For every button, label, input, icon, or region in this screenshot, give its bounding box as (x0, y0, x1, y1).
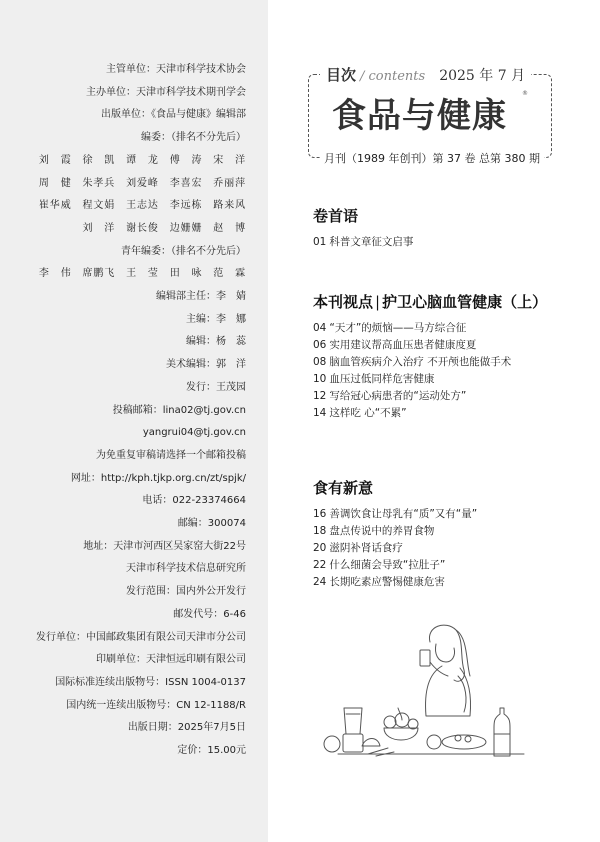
article-title: 这样吃 心“不累” (329, 407, 407, 419)
page-number: 14 (313, 407, 327, 419)
toc-item[interactable] (313, 234, 413, 251)
section-feature (313, 291, 547, 422)
credit-line: 美术编辑：郭 洋 (166, 359, 246, 371)
toc-item[interactable] (313, 540, 477, 557)
article-title: 盘点传说中的养胃食物 (329, 525, 435, 537)
publication-credits (0, 59, 246, 763)
page-number: 01 (313, 236, 327, 248)
page-number: 24 (313, 576, 327, 588)
page-number: 22 (313, 559, 327, 571)
credit-line: 周 健 朱孝兵 刘爱峰 李喜宏 乔丽萍 (38, 177, 246, 189)
article-title: “天才”的烦恼——马方综合征 (329, 322, 467, 334)
article-title: 什么细菌会导致“拉肚子” (329, 559, 446, 571)
page-number: 04 (313, 322, 327, 334)
toc-item[interactable] (313, 320, 547, 337)
issue-date: 2025 年 7 月 (439, 68, 526, 84)
woman-drinking-illustration (318, 622, 528, 782)
credit-line: 为免重复审稿请选择一个邮箱投稿 (96, 449, 246, 461)
section-title: 食有新意 (313, 479, 374, 497)
issue-line: 月刊（1989 年创刊）第 37 卷 总第 380 期 (320, 150, 544, 166)
magazine-logo: 食品与健康 (332, 96, 507, 136)
credit-line: 编委：（排名不分先后） (141, 132, 246, 144)
credit-line: 编辑部主任：李 婧 (156, 291, 246, 303)
section-food (313, 477, 477, 591)
credit-line: 刘 霞 徐 凯 谭 龙 傅 涛 宋 洋 (38, 154, 246, 166)
toc-item[interactable] (313, 388, 547, 405)
credit-line: 国际标准连续出版物号：ISSN 1004-0137 (55, 676, 246, 688)
toc-header (308, 64, 552, 166)
credit-line: 发行范围：国内外公开发行 (126, 586, 246, 598)
credit-line: 出版日期：2025年7月5日 (127, 722, 246, 734)
page-number: 08 (313, 356, 327, 368)
credit-line: 编辑：杨 蕊 (186, 336, 246, 348)
registered-mark: ® (522, 90, 528, 97)
credit-line: 主办单位：天津市科学技术期刊学会 (86, 86, 246, 98)
toc-item[interactable] (313, 354, 547, 371)
credit-line: 青年编委：（排名不分先后） (121, 245, 246, 257)
article-title: 写给冠心病患者的“运动处方” (329, 390, 467, 402)
credit-line: 李 伟 席鹏飞 王 莹 田 咏 范 霖 (38, 268, 246, 280)
item-list (313, 234, 413, 251)
item-list (313, 320, 547, 422)
toc-item[interactable] (313, 371, 547, 388)
toc-item[interactable] (313, 405, 547, 422)
toc-item[interactable] (313, 506, 477, 523)
credit-line: 定价：15.00元 (177, 745, 246, 757)
page-number: 10 (313, 373, 327, 385)
title-separator: | (375, 293, 381, 311)
toc-item[interactable] (313, 337, 547, 354)
toc-subtitle: / contents (360, 69, 426, 84)
toc-item[interactable] (313, 557, 477, 574)
page-number: 16 (313, 508, 327, 520)
section-title: 卷首语 (313, 207, 359, 225)
credit-line: 天津市科学技术信息研究所 (126, 563, 246, 575)
credit-line: 刘 洋 谢长俊 边姗姗 赵 博 (82, 222, 246, 234)
credit-line: 出版单位：《食品与健康》编辑部 (101, 109, 246, 121)
credit-line: 发行单位：中国邮政集团有限公司天津市分公司 (36, 631, 246, 643)
article-title: 滋阴补肾话食疗 (329, 542, 403, 554)
credit-line: 电话：022-23374664 (142, 495, 246, 507)
credit-line: 邮编：300074 (177, 518, 246, 530)
article-title: 脑血管疾病介入治疗 不开颅也能做手术 (329, 356, 512, 368)
article-title: 长期吃素应警惕健康危害 (329, 576, 445, 588)
credit-line: 地址：天津市河西区吴家窑大街22号 (83, 540, 246, 552)
page-number: 18 (313, 525, 327, 537)
page-number: 06 (313, 339, 327, 351)
article-title: 实用建议帮高血压患者健康度夏 (329, 339, 477, 351)
header-title-line (320, 64, 531, 84)
section-title (313, 291, 547, 312)
article-title: 科普文章征文启事 (329, 236, 414, 248)
credit-line: 主编：李 娜 (186, 313, 246, 325)
item-list (313, 506, 477, 591)
credit-line: 网址：http://kph.tjkp.org.cn/zt/spjk/ (70, 472, 246, 484)
article-title: 善调饮食让母乳有“质”又有“量” (329, 508, 478, 520)
toc-title: 目次 (326, 66, 357, 84)
credit-line: 印刷单位：天津恒远印刷有限公司 (96, 654, 246, 666)
credit-line: 发行：王茂园 (186, 381, 246, 393)
page-number: 12 (313, 390, 327, 402)
section-subtitle: 护卫心脑血管健康（上） (382, 293, 548, 311)
credit-line: 主管单位：天津市科学技术协会 (106, 64, 246, 75)
credit-line: 国内统一连续出版物号：CN 12-1188/R (66, 699, 246, 711)
credit-line: 崔华威 程文娟 王志达 李远栋 路来风 (38, 200, 246, 212)
section-preface (313, 205, 413, 251)
article-title: 血压过低同样危害健康 (329, 373, 435, 385)
page-number: 20 (313, 542, 327, 554)
credit-line: 邮发代号：6-46 (173, 608, 246, 620)
section-title-main: 本刊视点 (313, 293, 374, 311)
toc-item[interactable] (313, 574, 477, 591)
credit-line: 投稿邮箱：lina02@tj.gov.cn (112, 404, 246, 416)
credit-line: yangrui04@tj.gov.cn (142, 427, 246, 439)
toc-item[interactable] (313, 523, 477, 540)
